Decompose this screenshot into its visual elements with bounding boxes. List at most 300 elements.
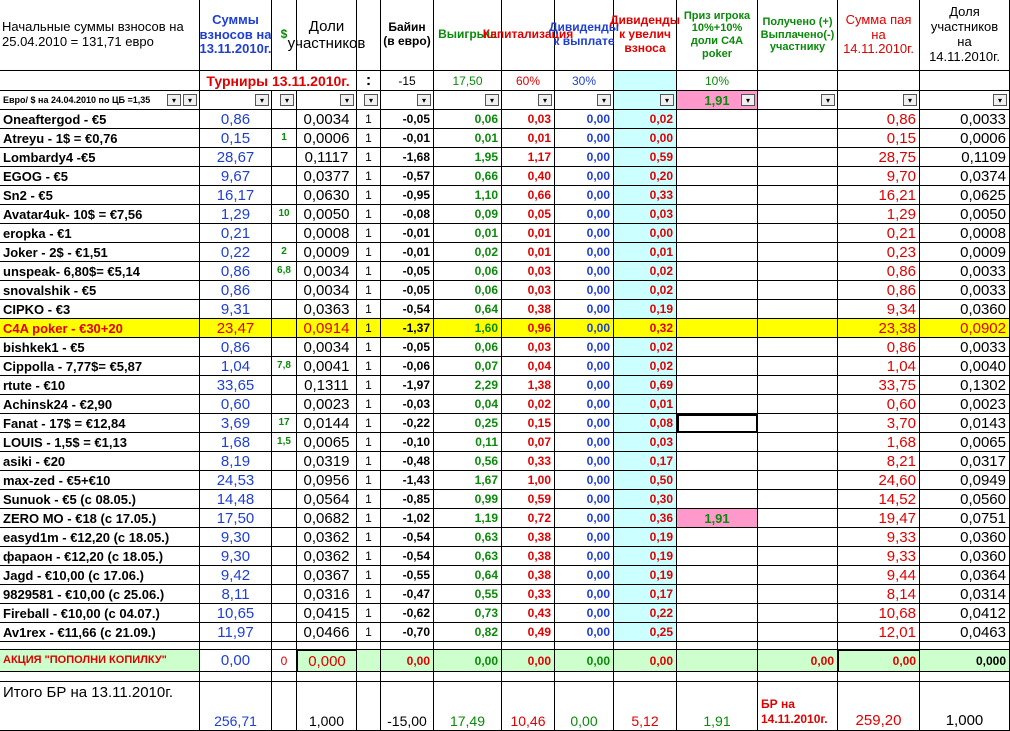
cell-n[interactable]: 1 xyxy=(357,319,381,338)
cell-ns[interactable]: 0,0006 xyxy=(920,129,1010,148)
filter-dropdown-icon[interactable]: ▾ xyxy=(364,94,378,106)
cell-sum[interactable]: 11,97 xyxy=(200,623,272,642)
cell-pai[interactable]: 8,21 xyxy=(838,452,920,471)
cell-win[interactable]: 2,29 xyxy=(434,376,502,395)
cell-usd[interactable]: 7,8 xyxy=(272,357,297,376)
player-name[interactable]: Fanat - 17$ = €12,84 xyxy=(0,414,200,433)
filter-dropdown-icon[interactable]: ▾ xyxy=(280,94,294,106)
cell-share[interactable]: 0,0041 xyxy=(297,357,357,376)
cell-ns[interactable]: 0,0463 xyxy=(920,623,1010,642)
cell-rec[interactable] xyxy=(758,338,838,357)
cell-usd[interactable] xyxy=(272,490,297,509)
cell-buy[interactable]: -0,70 xyxy=(381,623,434,642)
cell-cap[interactable]: 0,03 xyxy=(502,110,555,129)
cell-ns[interactable]: 0,0065 xyxy=(920,433,1010,452)
cell-buy[interactable]: -0,57 xyxy=(381,167,434,186)
cell-win[interactable]: 0,01 xyxy=(434,224,502,243)
player-name[interactable]: Lombardy4 -€5 xyxy=(0,148,200,167)
cell-share[interactable]: 0,0144 xyxy=(297,414,357,433)
cell-ns[interactable]: 0,0023 xyxy=(920,395,1010,414)
cell-sum[interactable]: 9,30 xyxy=(200,528,272,547)
cell-n[interactable]: 1 xyxy=(357,148,381,167)
cell-inc[interactable]: 0,02 xyxy=(614,262,677,281)
cell-usd[interactable] xyxy=(272,452,297,471)
cell-n[interactable]: 1 xyxy=(357,490,381,509)
player-name[interactable]: Avatar4uk- 10$ = €7,56 xyxy=(0,205,200,224)
player-name[interactable]: Oneaftergod - €5 xyxy=(0,110,200,129)
cell-div[interactable]: 0,00 xyxy=(555,566,614,585)
cell-cap[interactable]: 0,01 xyxy=(502,224,555,243)
cell-cap[interactable]: 1,17 xyxy=(502,148,555,167)
cell-div[interactable]: 0,00 xyxy=(555,395,614,414)
cell-cap[interactable]: 1,38 xyxy=(502,376,555,395)
cell-rec[interactable] xyxy=(758,129,838,148)
cell-cap[interactable]: 0,38 xyxy=(502,300,555,319)
filter-dropdown-icon[interactable]: ▾ xyxy=(660,94,674,106)
cell-cap[interactable]: 0,38 xyxy=(502,528,555,547)
filter-dropdown-icon[interactable]: ▾ xyxy=(903,94,917,106)
cell-buy[interactable]: -0,05 xyxy=(381,338,434,357)
cell-sum[interactable]: 24,53 xyxy=(200,471,272,490)
cell-win[interactable]: 0,06 xyxy=(434,262,502,281)
cell-usd[interactable]: 2 xyxy=(272,243,297,262)
cell-n[interactable]: 1 xyxy=(357,243,381,262)
cell-buy[interactable]: -0,05 xyxy=(381,110,434,129)
player-name[interactable]: LOUIS - 1,5$ = €1,13 xyxy=(0,433,200,452)
cell-share[interactable]: 0,0377 xyxy=(297,167,357,186)
cell-cap[interactable]: 0,96 xyxy=(502,319,555,338)
filter-dropdown-icon[interactable]: ▾ xyxy=(597,94,611,106)
cell-buy[interactable]: -0,01 xyxy=(381,224,434,243)
cell-buy[interactable]: -0,48 xyxy=(381,452,434,471)
cell-buy[interactable]: -0,85 xyxy=(381,490,434,509)
cell-prize[interactable] xyxy=(677,547,758,566)
cell-n[interactable]: 1 xyxy=(357,129,381,148)
cell-share[interactable]: 0,0034 xyxy=(297,110,357,129)
cell-usd[interactable] xyxy=(272,509,297,528)
cell-div[interactable]: 0,00 xyxy=(555,376,614,395)
cell-prize[interactable] xyxy=(677,566,758,585)
cell-inc[interactable]: 0,69 xyxy=(614,376,677,395)
cell-cap[interactable]: 0,33 xyxy=(502,585,555,604)
cell-inc[interactable]: 0,00 xyxy=(614,129,677,148)
cell-pai[interactable]: 0,15 xyxy=(838,129,920,148)
cell-cap[interactable]: 0,33 xyxy=(502,452,555,471)
cell-inc[interactable]: 0,36 xyxy=(614,509,677,528)
cell-ns[interactable]: 0,0625 xyxy=(920,186,1010,205)
cell-usd[interactable]: 6,8 xyxy=(272,262,297,281)
cell-div[interactable]: 0,00 xyxy=(555,319,614,338)
cell-usd[interactable]: 10 xyxy=(272,205,297,224)
cell-prize[interactable] xyxy=(677,167,758,186)
cell-n[interactable]: 1 xyxy=(357,281,381,300)
cell-rec[interactable] xyxy=(758,604,838,623)
cell-sum[interactable]: 28,67 xyxy=(200,148,272,167)
filter-dropdown-icon[interactable]: ▾ xyxy=(417,94,431,106)
cell-n[interactable]: 1 xyxy=(357,509,381,528)
cell-sum[interactable]: 9,31 xyxy=(200,300,272,319)
player-name[interactable]: bishkek1 - €5 xyxy=(0,338,200,357)
cell-usd[interactable] xyxy=(272,148,297,167)
cell-buy[interactable]: -1,97 xyxy=(381,376,434,395)
cell-pai[interactable]: 24,60 xyxy=(838,471,920,490)
cell-win[interactable]: 1,67 xyxy=(434,471,502,490)
cell-div[interactable]: 0,00 xyxy=(555,433,614,452)
cell-div[interactable]: 0,00 xyxy=(555,604,614,623)
cell-prize[interactable] xyxy=(677,528,758,547)
cell-share[interactable]: 0,0682 xyxy=(297,509,357,528)
cell-sum[interactable]: 0,60 xyxy=(200,395,272,414)
cell-ns[interactable]: 0,0008 xyxy=(920,224,1010,243)
cell-cap[interactable]: 0,04 xyxy=(502,357,555,376)
cell-div[interactable]: 0,00 xyxy=(555,243,614,262)
cell-div[interactable]: 0,00 xyxy=(555,471,614,490)
cell-share[interactable]: 0,0034 xyxy=(297,281,357,300)
cell-win[interactable]: 1,60 xyxy=(434,319,502,338)
filter-dropdown-icon[interactable]: ▾ xyxy=(340,94,354,106)
cell-pai[interactable]: 9,33 xyxy=(838,528,920,547)
cell-buy[interactable]: -1,68 xyxy=(381,148,434,167)
cell-div[interactable]: 0,00 xyxy=(555,490,614,509)
cell-share[interactable]: 0,0630 xyxy=(297,186,357,205)
cell-inc[interactable]: 0,01 xyxy=(614,243,677,262)
player-name[interactable]: easyd1m - €12,20 (с 18.05.) xyxy=(0,528,200,547)
cell-win[interactable]: 0,63 xyxy=(434,528,502,547)
cell-prize[interactable] xyxy=(677,490,758,509)
player-name[interactable]: unspeak- 6,80$= €5,14 xyxy=(0,262,200,281)
cell-buy[interactable]: -0,95 xyxy=(381,186,434,205)
cell-n[interactable]: 1 xyxy=(357,262,381,281)
cell-n[interactable]: 1 xyxy=(357,205,381,224)
player-name[interactable]: Jagd - €10,00 (с 17.06.) xyxy=(0,566,200,585)
cell-pai[interactable]: 0,21 xyxy=(838,224,920,243)
cell-prize[interactable] xyxy=(677,319,758,338)
cell-rec[interactable] xyxy=(758,471,838,490)
cell-div[interactable]: 0,00 xyxy=(555,528,614,547)
cell-share[interactable]: 0,0008 xyxy=(297,224,357,243)
cell-n[interactable]: 1 xyxy=(357,395,381,414)
cell-rec[interactable] xyxy=(758,110,838,129)
cell-usd[interactable] xyxy=(272,319,297,338)
cell-usd[interactable] xyxy=(272,547,297,566)
cell-win[interactable]: 0,06 xyxy=(434,338,502,357)
cell-inc[interactable]: 0,59 xyxy=(614,148,677,167)
cell-win[interactable]: 1,19 xyxy=(434,509,502,528)
cell-prize[interactable] xyxy=(677,452,758,471)
cell-pai[interactable]: 9,34 xyxy=(838,300,920,319)
cell-sum[interactable]: 0,86 xyxy=(200,338,272,357)
cell-n[interactable]: 1 xyxy=(357,604,381,623)
cell-rec[interactable] xyxy=(758,357,838,376)
cell-usd[interactable] xyxy=(272,167,297,186)
cell-div[interactable]: 0,00 xyxy=(555,205,614,224)
player-name[interactable]: snovalshik - €5 xyxy=(0,281,200,300)
cell-div[interactable]: 0,00 xyxy=(555,547,614,566)
cell-pai[interactable]: 19,47 xyxy=(838,509,920,528)
cell-div[interactable]: 0,00 xyxy=(555,281,614,300)
cell-win[interactable]: 0,06 xyxy=(434,110,502,129)
cell-prize[interactable] xyxy=(677,262,758,281)
cell-inc[interactable]: 0,02 xyxy=(614,357,677,376)
cell-ns[interactable]: 0,0033 xyxy=(920,110,1010,129)
cell-win[interactable]: 0,64 xyxy=(434,300,502,319)
cell-n[interactable]: 1 xyxy=(357,338,381,357)
cell-share[interactable]: 0,0362 xyxy=(297,528,357,547)
cell-prize[interactable] xyxy=(677,281,758,300)
cell-sum[interactable]: 1,68 xyxy=(200,433,272,452)
cell-sum[interactable]: 8,11 xyxy=(200,585,272,604)
cell-prize[interactable] xyxy=(677,395,758,414)
cell-pai[interactable]: 9,44 xyxy=(838,566,920,585)
cell-prize[interactable] xyxy=(677,243,758,262)
cell-prize[interactable] xyxy=(677,623,758,642)
cell-win[interactable]: 0,56 xyxy=(434,452,502,471)
cell-sum[interactable]: 0,15 xyxy=(200,129,272,148)
cell-div[interactable]: 0,00 xyxy=(555,224,614,243)
cell-usd[interactable] xyxy=(272,471,297,490)
cell-buy[interactable]: -0,54 xyxy=(381,547,434,566)
cell-cap[interactable]: 0,01 xyxy=(502,129,555,148)
cell-sum[interactable]: 9,30 xyxy=(200,547,272,566)
cell-win[interactable]: 0,73 xyxy=(434,604,502,623)
cell-usd[interactable] xyxy=(272,395,297,414)
cell-ns[interactable]: 0,0360 xyxy=(920,300,1010,319)
cell-rec[interactable] xyxy=(758,281,838,300)
cell-win[interactable]: 0,01 xyxy=(434,129,502,148)
cell-rec[interactable] xyxy=(758,167,838,186)
cell-sum[interactable]: 0,22 xyxy=(200,243,272,262)
cell-buy[interactable]: -0,62 xyxy=(381,604,434,623)
cell-ns[interactable]: 0,0364 xyxy=(920,566,1010,585)
player-name[interactable]: C4A poker - €30+20 xyxy=(0,319,200,338)
cell-inc[interactable]: 0,22 xyxy=(614,604,677,623)
filter-dropdown-icon[interactable]: ▾ xyxy=(183,94,197,106)
cell-ns[interactable]: 0,0009 xyxy=(920,243,1010,262)
cell-prize[interactable] xyxy=(677,129,758,148)
cell-ns[interactable]: 0,0374 xyxy=(920,167,1010,186)
cell-ns[interactable]: 0,0902 xyxy=(920,319,1010,338)
player-name[interactable]: Fireball - €10,00 (с 04.07.) xyxy=(0,604,200,623)
cell-ns[interactable]: 0,0033 xyxy=(920,281,1010,300)
cell-buy[interactable]: -0,06 xyxy=(381,357,434,376)
cell-share[interactable]: 0,0415 xyxy=(297,604,357,623)
player-name[interactable]: Sn2 - €5 xyxy=(0,186,200,205)
cell-n[interactable]: 1 xyxy=(357,224,381,243)
cell-cap[interactable]: 0,66 xyxy=(502,186,555,205)
cell-pai[interactable]: 23,38 xyxy=(838,319,920,338)
cell-inc[interactable]: 0,08 xyxy=(614,414,677,433)
player-name[interactable]: 9829581 - €10,00 (с 25.06.) xyxy=(0,585,200,604)
player-name[interactable]: EGOG - €5 xyxy=(0,167,200,186)
cell-inc[interactable]: 0,03 xyxy=(614,205,677,224)
cell-win[interactable]: 1,95 xyxy=(434,148,502,167)
cell-prize[interactable] xyxy=(677,186,758,205)
cell-prize[interactable] xyxy=(677,224,758,243)
player-name[interactable]: eropka - €1 xyxy=(0,224,200,243)
cell-rec[interactable] xyxy=(758,623,838,642)
filter-dropdown-icon[interactable]: ▾ xyxy=(538,94,552,106)
cell-rec[interactable] xyxy=(758,262,838,281)
cell-sum[interactable]: 0,86 xyxy=(200,262,272,281)
cell-rec[interactable] xyxy=(758,452,838,471)
cell-cap[interactable]: 0,43 xyxy=(502,604,555,623)
cell-prize[interactable] xyxy=(677,471,758,490)
cell-cap[interactable]: 0,03 xyxy=(502,262,555,281)
cell-sum[interactable]: 0,86 xyxy=(200,281,272,300)
cell-n[interactable]: 1 xyxy=(357,623,381,642)
cell-div[interactable]: 0,00 xyxy=(555,452,614,471)
cell-cap[interactable]: 0,38 xyxy=(502,547,555,566)
cell-share[interactable]: 0,0023 xyxy=(297,395,357,414)
filter-dropdown-icon[interactable]: ▾ xyxy=(167,94,181,106)
cell-ns[interactable]: 0,1109 xyxy=(920,148,1010,167)
cell-share[interactable]: 0,0316 xyxy=(297,585,357,604)
cell-win[interactable]: 0,02 xyxy=(434,243,502,262)
cell-rec[interactable] xyxy=(758,148,838,167)
cell-pai[interactable]: 12,01 xyxy=(838,623,920,642)
cell-share[interactable]: 0,0564 xyxy=(297,490,357,509)
cell-div[interactable]: 0,00 xyxy=(555,186,614,205)
cell-n[interactable]: 1 xyxy=(357,452,381,471)
cell-usd[interactable] xyxy=(272,224,297,243)
player-name[interactable]: max-zed - €5+€10 xyxy=(0,471,200,490)
cell-inc[interactable]: 0,19 xyxy=(614,300,677,319)
cell-buy[interactable]: -0,54 xyxy=(381,300,434,319)
filter-dropdown-icon[interactable]: ▾ xyxy=(485,94,499,106)
cell-buy[interactable]: -0,54 xyxy=(381,528,434,547)
cell-n[interactable]: 1 xyxy=(357,566,381,585)
cell-prize[interactable] xyxy=(677,604,758,623)
cell-pai[interactable]: 1,29 xyxy=(838,205,920,224)
cell-cap[interactable]: 0,07 xyxy=(502,433,555,452)
cell-inc[interactable]: 0,30 xyxy=(614,490,677,509)
cell-inc[interactable]: 0,02 xyxy=(614,110,677,129)
cell-cap[interactable]: 0,40 xyxy=(502,167,555,186)
cell-buy[interactable]: -0,08 xyxy=(381,205,434,224)
cell-pai[interactable]: 28,75 xyxy=(838,148,920,167)
cell-buy[interactable]: -0,10 xyxy=(381,433,434,452)
cell-prize[interactable] xyxy=(677,338,758,357)
cell-win[interactable]: 0,25 xyxy=(434,414,502,433)
cell-buy[interactable]: -0,01 xyxy=(381,243,434,262)
cell-div[interactable]: 0,00 xyxy=(555,110,614,129)
cell-win[interactable]: 0,55 xyxy=(434,585,502,604)
cell-cap[interactable]: 0,38 xyxy=(502,566,555,585)
cell-cap[interactable]: 0,59 xyxy=(502,490,555,509)
cell-div[interactable]: 0,00 xyxy=(555,509,614,528)
cell-share[interactable]: 0,0466 xyxy=(297,623,357,642)
cell-sum[interactable]: 10,65 xyxy=(200,604,272,623)
cell-inc[interactable]: 0,17 xyxy=(614,452,677,471)
cell-prize[interactable] xyxy=(677,585,758,604)
cell-ns[interactable]: 0,0412 xyxy=(920,604,1010,623)
cell-ns[interactable]: 0,0317 xyxy=(920,452,1010,471)
cell-n[interactable]: 1 xyxy=(357,357,381,376)
player-name[interactable]: Sunuok - €5 (с 08.05.) xyxy=(0,490,200,509)
cell-div[interactable]: 0,00 xyxy=(555,357,614,376)
cell-prize[interactable] xyxy=(677,376,758,395)
cell-sum[interactable]: 14,48 xyxy=(200,490,272,509)
cell-inc[interactable]: 0,19 xyxy=(614,547,677,566)
cell-usd[interactable]: 1,5 xyxy=(272,433,297,452)
cell-n[interactable]: 1 xyxy=(357,110,381,129)
cell-usd[interactable]: 1 xyxy=(272,129,297,148)
cell-sum[interactable]: 1,04 xyxy=(200,357,272,376)
cell-sum[interactable]: 0,86 xyxy=(200,110,272,129)
cell-usd[interactable] xyxy=(272,623,297,642)
cell-pai[interactable]: 1,04 xyxy=(838,357,920,376)
cell-rec[interactable] xyxy=(758,243,838,262)
cell-cap[interactable]: 0,05 xyxy=(502,205,555,224)
cell-share[interactable]: 0,0065 xyxy=(297,433,357,452)
cell-inc[interactable]: 0,32 xyxy=(614,319,677,338)
cell-usd[interactable] xyxy=(272,604,297,623)
cell-prize[interactable] xyxy=(677,414,758,433)
cell-rec[interactable] xyxy=(758,205,838,224)
player-name[interactable]: Atreyu - 1$ = €0,76 xyxy=(0,129,200,148)
cell-inc[interactable]: 0,02 xyxy=(614,338,677,357)
cell-pai[interactable]: 0,86 xyxy=(838,110,920,129)
cell-pai[interactable]: 8,14 xyxy=(838,585,920,604)
cell-ns[interactable]: 0,0560 xyxy=(920,490,1010,509)
cell-cap[interactable]: 0,49 xyxy=(502,623,555,642)
cell-ns[interactable]: 0,0033 xyxy=(920,262,1010,281)
cell-pai[interactable]: 10,68 xyxy=(838,604,920,623)
cell-rec[interactable] xyxy=(758,376,838,395)
cell-div[interactable]: 0,00 xyxy=(555,585,614,604)
cell-usd[interactable] xyxy=(272,338,297,357)
cell-sum[interactable]: 8,19 xyxy=(200,452,272,471)
cell-pai[interactable]: 0,86 xyxy=(838,281,920,300)
cell-share[interactable]: 0,0034 xyxy=(297,262,357,281)
cell-share[interactable]: 0,1117 xyxy=(297,148,357,167)
cell-inc[interactable]: 0,19 xyxy=(614,528,677,547)
cell-pai[interactable]: 0,86 xyxy=(838,338,920,357)
cell-n[interactable]: 1 xyxy=(357,547,381,566)
cell-n[interactable]: 1 xyxy=(357,300,381,319)
cell-n[interactable]: 1 xyxy=(357,414,381,433)
cell-usd[interactable] xyxy=(272,281,297,300)
cell-rec[interactable] xyxy=(758,319,838,338)
cell-buy[interactable]: -0,03 xyxy=(381,395,434,414)
cell-ns[interactable]: 0,1302 xyxy=(920,376,1010,395)
cell-share[interactable]: 0,1311 xyxy=(297,376,357,395)
cell-buy[interactable]: -1,43 xyxy=(381,471,434,490)
cell-sum[interactable]: 23,47 xyxy=(200,319,272,338)
cell-usd[interactable]: 17 xyxy=(272,414,297,433)
cell-win[interactable]: 0,64 xyxy=(434,566,502,585)
cell-rec[interactable] xyxy=(758,186,838,205)
cell-share[interactable]: 0,0006 xyxy=(297,129,357,148)
cell-prize[interactable] xyxy=(677,205,758,224)
cell-ns[interactable]: 0,0033 xyxy=(920,338,1010,357)
player-name[interactable]: Av1rex - €11,66 (с 21.09.) xyxy=(0,623,200,642)
cell-div[interactable]: 0,00 xyxy=(555,129,614,148)
filter-dropdown-icon[interactable]: ▾ xyxy=(255,94,269,106)
cell-ns[interactable]: 0,0050 xyxy=(920,205,1010,224)
cell-n[interactable]: 1 xyxy=(357,376,381,395)
cell-cap[interactable]: 0,72 xyxy=(502,509,555,528)
cell-pai[interactable]: 0,60 xyxy=(838,395,920,414)
cell-rec[interactable] xyxy=(758,547,838,566)
cell-buy[interactable]: -0,05 xyxy=(381,281,434,300)
cell-div[interactable]: 0,00 xyxy=(555,300,614,319)
cell-div[interactable]: 0,00 xyxy=(555,167,614,186)
cell-sum[interactable]: 9,67 xyxy=(200,167,272,186)
cell-pai[interactable]: 0,86 xyxy=(838,262,920,281)
cell-div[interactable]: 0,00 xyxy=(555,338,614,357)
cell-rec[interactable] xyxy=(758,490,838,509)
